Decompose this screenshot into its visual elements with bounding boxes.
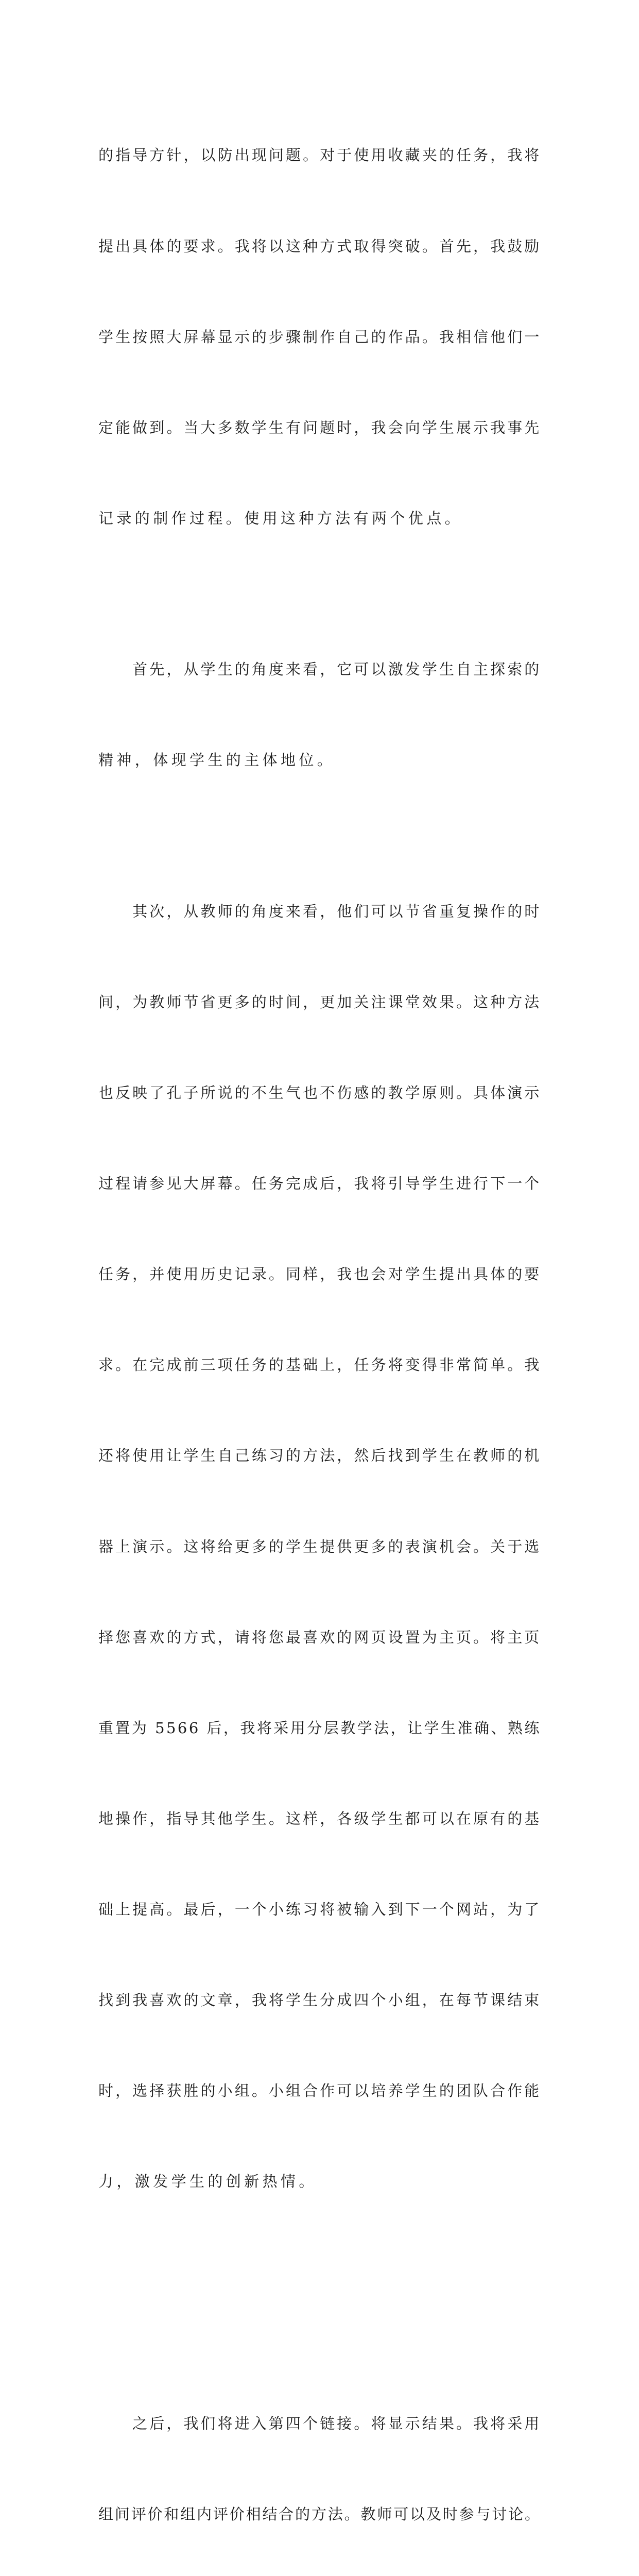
text-line: 过程请参见大屏幕。任务完成后，我将引导学生进行下一个	[98, 1175, 542, 1193]
paragraph-3	[98, 836, 541, 2348]
text-line: 找到我喜欢的文章，我将学生分成四个小组，在每节课结束	[98, 1991, 542, 2009]
text-line: 地操作，指导其他学生。这样，各级学生都可以在原有的基	[98, 1809, 542, 1827]
text-line: 提出具体的要求。我将以这种方式取得突破。首先，我鼓励	[98, 237, 542, 255]
text-line: 时，选择获胜的小组。小组合作可以培养学生的团队合作能	[98, 2082, 542, 2100]
paragraph-2	[98, 594, 541, 836]
text-line: 也反映了孔子所说的不生气也不伤感的教学原则。具体演示	[98, 1084, 542, 1102]
text-line: 还将使用让学生自己练习的方法，然后找到学生在教师的机	[98, 1447, 542, 1465]
document-body	[98, 80, 541, 2576]
text-line: 间，为教师节省更多的时间，更加关注课堂效果。这种方法	[98, 993, 542, 1011]
text-line: 力，激发学生的创新热情。	[98, 2173, 317, 2191]
text-line: 之后，我们将进入第四个链接。将显示结果。我将采用	[98, 2414, 542, 2432]
text-line: 定能做到。当大多数学生有问题时，我会向学生展示我事先	[98, 418, 542, 436]
text-line: 重置为 5566 后，我将采用分层教学法，让学生准确、熟练	[98, 1719, 541, 1737]
paragraph-4	[98, 2348, 541, 2576]
text-line: 记录的制作过程。使用这种方法有两个优点。	[98, 509, 463, 527]
text-line: 精神，体现学生的主体地位。	[98, 751, 336, 769]
text-line: 求。在完成前三项任务的基础上，任务将变得非常简单。我	[98, 1356, 542, 1374]
text-line: 其次，从教师的角度来看，他们可以节省重复操作的时	[98, 902, 542, 920]
text-line: 组间评价和组内评价相结合的方法。教师可以及时参与讨论。	[98, 2505, 541, 2523]
text-line: 的指导方针，以防出现问题。对于使用收藏夹的任务，我将	[98, 146, 542, 164]
text-line: 学生按照大屏幕显示的步骤制作自己的作品。我相信他们一	[98, 328, 542, 346]
text-line: 础上提高。最后，一个小练习将被输入到下一个网站，为了	[98, 1900, 542, 1918]
text-line: 器上演示。这将给更多的学生提供更多的表演机会。关于选	[98, 1537, 542, 1555]
text-line	[98, 2257, 541, 2287]
text-line: 首先，从学生的角度来看，它可以激发学生自主探索的	[98, 660, 542, 679]
text-line: 任务，并使用历史记录。同样，我也会对学生提出具体的要	[98, 1265, 542, 1283]
text-line: 择您喜欢的方式，请将您最喜欢的网页设置为主页。将主页	[98, 1628, 542, 1646]
paragraph-1	[98, 80, 541, 594]
